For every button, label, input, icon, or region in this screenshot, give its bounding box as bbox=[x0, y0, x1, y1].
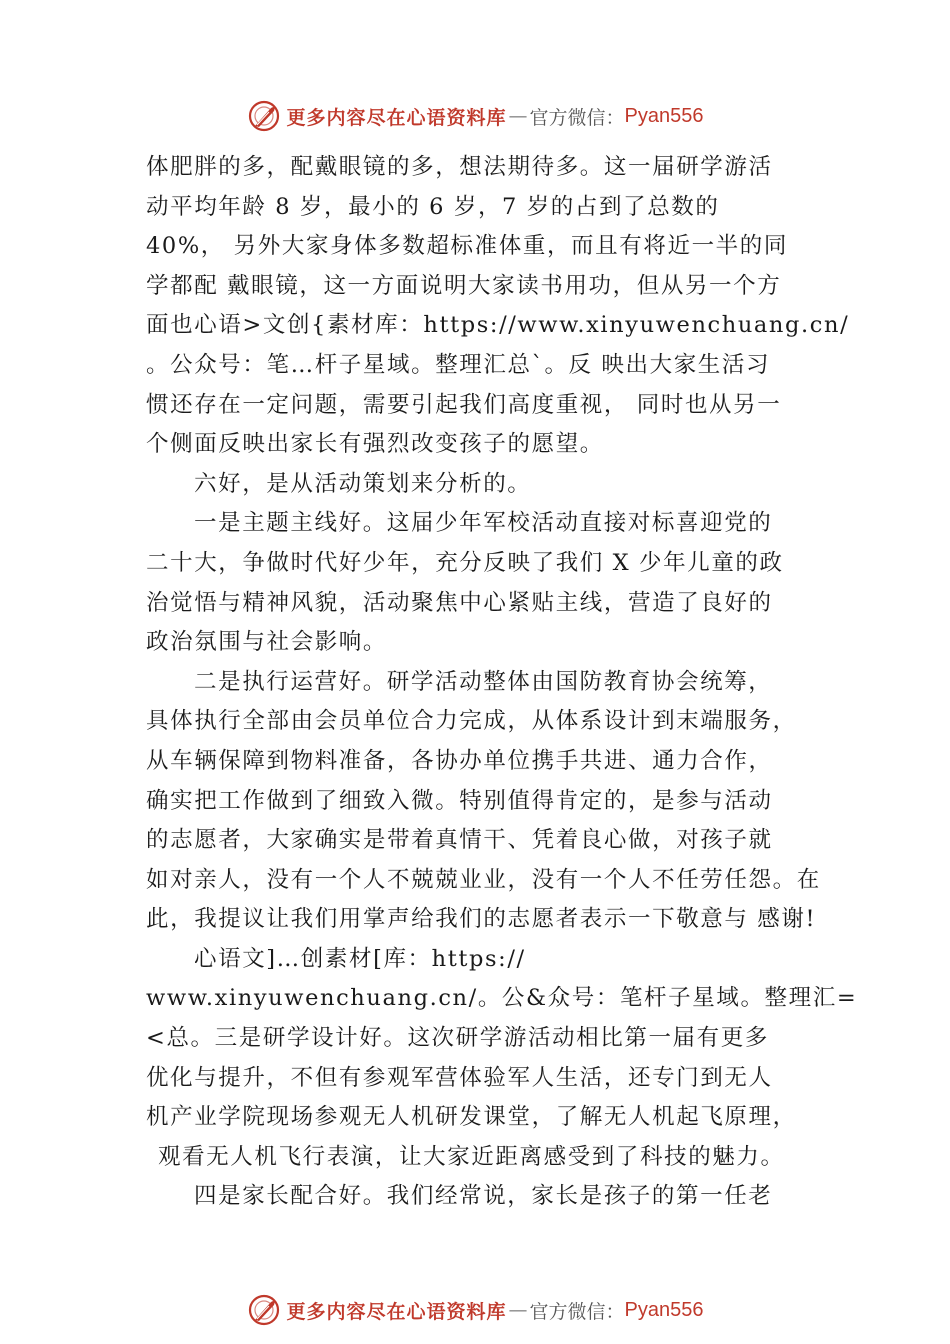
text-line: 二是执行运营好。研学活动整体由国防教育协会统筹， bbox=[194, 668, 773, 695]
text-line: 如对亲人，没有一个人不兢兢业业，没有一个人不任劳任怨。在 bbox=[146, 866, 821, 893]
header-dash: — bbox=[508, 105, 528, 127]
footer-dash: — bbox=[508, 1299, 528, 1321]
text-line: 具体执行全部由会员单位合力完成，从体系设计到末端服务， bbox=[146, 708, 797, 735]
footer-banner bbox=[0, 1290, 950, 1330]
text-line: 确实把工作做到了细致入微。特别值得肯定的，是参与活动 bbox=[146, 787, 773, 814]
text-line: 此，我提议让我们用掌声给我们的志愿者表示一下敬意与 感谢! bbox=[146, 906, 817, 933]
text-line: 面也心语>文创{素材库：https://www.xinyuwenchuang.cn/ bbox=[146, 312, 850, 339]
text-line: 的志愿者，大家确实是带着真情干、凭着良心做，对孩子就 bbox=[146, 827, 773, 854]
quill-seal-logo-icon bbox=[247, 1293, 281, 1327]
text-line: 惯还存在一定问题，需要引起我们高度重视， 同时也从另一 bbox=[146, 391, 782, 418]
text-line: 体肥胖的多，配戴眼镜的多，想法期待多。这一届研学游活 bbox=[146, 154, 773, 180]
text-line: 40%， 另外大家身体多数超标准体重，而且有将近一半的同 bbox=[146, 233, 788, 260]
text-line: 动平均年龄 8 岁，最小的 6 岁，7 岁的占到了总数的 bbox=[146, 193, 720, 220]
text-line: 个侧面反映出家长有强烈改变孩子的愿望。 bbox=[146, 431, 604, 458]
text-line: 观看无人机飞行表演，让大家近距离感受到了科技的魅力。 bbox=[158, 1143, 785, 1170]
text-line: 一是主题主线好。这届少年军校活动直接对标喜迎党的 bbox=[194, 510, 773, 537]
text-line: 机产业学院现场参观无人机研发课堂，了解无人机起飞原理， bbox=[146, 1104, 797, 1131]
text-line: <总。三是研学设计好。这次研学游活动相比第一届有更多 bbox=[146, 1025, 769, 1052]
header-wechat-id: Pyan556 bbox=[624, 104, 704, 127]
text-line: 学都配 戴眼镜，这一方面说明大家读书用功，但从另一个方 bbox=[146, 272, 782, 299]
text-line: 优化与提升，不但有参观军营体验军人生活，还专门到无人 bbox=[146, 1064, 773, 1091]
document-body bbox=[146, 148, 858, 1217]
quill-seal-logo-icon bbox=[247, 99, 281, 133]
footer-brand: 更多内容尽在心语资料库 bbox=[286, 1300, 507, 1323]
text-line: www.xinyuwenchuang.cn/。公&众号：笔杆子星域。整理汇= bbox=[146, 985, 858, 1012]
text-line: 心语文]…创素材[库：https:// bbox=[194, 945, 526, 972]
header-brand: 更多内容尽在心语资料库 bbox=[286, 106, 507, 129]
paragraph-heading: 六好，是从活动策划来分析的。 bbox=[194, 470, 532, 497]
footer-wechat-label: 官方微信： bbox=[529, 1300, 625, 1323]
text-line: 二十大，争做时代好少年，充分反映了我们 X 少年儿童的政 bbox=[146, 549, 784, 576]
text-line: 治觉悟与精神风貌，活动聚焦中心紧贴主线，营造了良好的 bbox=[146, 589, 773, 616]
header-wechat-label: 官方微信： bbox=[529, 106, 625, 129]
text-line: 政治氛围与社会影响。 bbox=[146, 629, 388, 656]
text-line: 。公众号：笔…杆子星域。整理汇总`。反 映出大家生活习 bbox=[146, 351, 771, 378]
header-banner bbox=[0, 96, 950, 136]
text-line: 四是家长配合好。我们经常说，家长是孩子的第一任老 bbox=[194, 1183, 773, 1210]
footer-wechat-id: Pyan556 bbox=[624, 1298, 704, 1321]
text-line: 从车辆保障到物料准备，各协办单位携手共进、通力合作， bbox=[146, 747, 773, 774]
